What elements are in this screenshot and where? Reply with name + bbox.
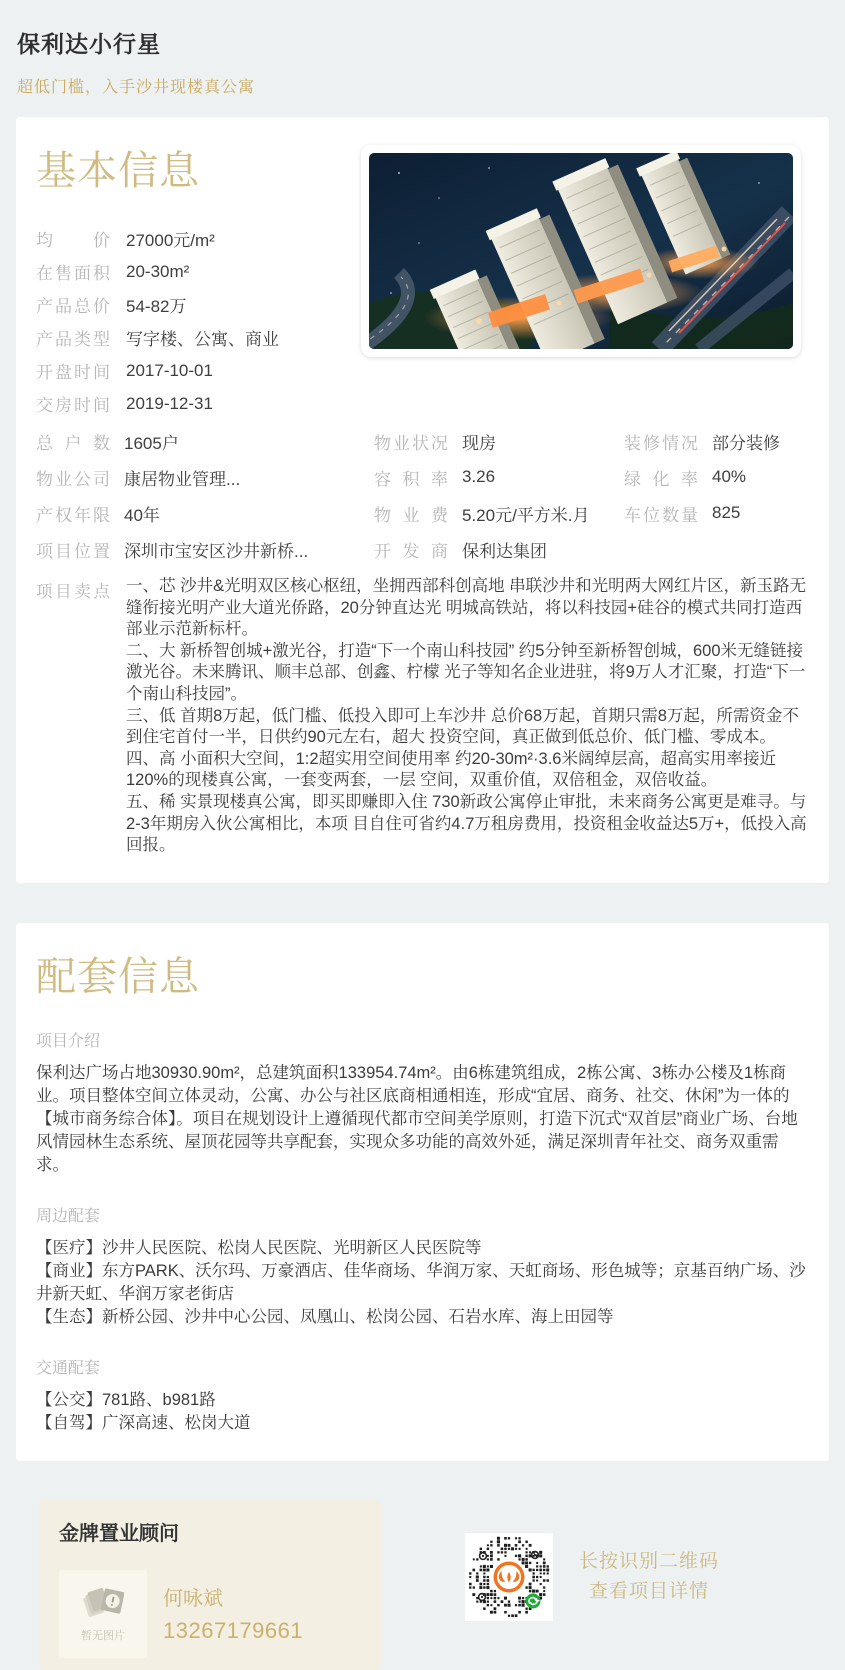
- traffic-label: 交通配套: [36, 1359, 101, 1377]
- mini-program-icon: [526, 1593, 541, 1608]
- grid-row: [36, 495, 809, 531]
- info-value: 5.20元/平方米.月: [462, 505, 590, 525]
- info-label: 产品类型: [36, 330, 110, 349]
- nearby-commercial: 【商业】东方PARK、沃尔玛、万豪酒店、佳华商场、华润万家、天虹商场、形色城等；京基百纳广场、沙井新天虹、华润万家老街店: [36, 1261, 806, 1303]
- intro-text: 保利达广场占地30930.90m²，总建筑面积133954.74m²。由6栋建筑组成，2栋公寓、3栋办公楼及1栋商业。项目整体空间立体灵动，公寓、办公与社区底商相通相连，形成“宜居、商务、社交、休闲”为一体的【城市商务综合体】。项目在规划设计上遵循现代都市空间美学原则，打造下沉式“双首层”商业广场、台地风情园林生态系统、屋顶花园等共享配套，实现众多功能的高效外延，满足深圳青年社交、商务双重需求。: [36, 1063, 798, 1174]
- project-hero-image[interactable]: [361, 145, 801, 357]
- project-subtitle: 超低门槛，入手沙井现楼真公寓: [17, 79, 256, 96]
- project-title: 保利达小行星: [17, 31, 161, 57]
- advisor-card: [39, 1499, 381, 1670]
- info-value: 2017-10-01: [126, 360, 213, 380]
- info-label: 容积率: [374, 469, 448, 489]
- info-value: 40%: [712, 467, 747, 486]
- info-label: 车位数量: [624, 505, 698, 525]
- nearby-medical: 【医疗】沙井人民医院、松岗人民医院、光明新区人民医院等: [36, 1238, 482, 1257]
- info-value: 27000元/m²: [126, 231, 215, 250]
- info-row-avg-price: [36, 222, 376, 255]
- advisor-card-title: 金牌置业顾问: [59, 1522, 179, 1545]
- traffic-items: [36, 1389, 809, 1435]
- advisor-phone[interactable]: 13267179661: [163, 1617, 304, 1643]
- info-row-delivery-date: [36, 387, 376, 420]
- nearby-label: 周边配套: [36, 1207, 101, 1225]
- info-label: 产权年限: [36, 505, 110, 525]
- info-row-open-date: [36, 354, 376, 387]
- info-row-total-price: [36, 288, 376, 321]
- no-image-icon: [82, 1584, 124, 1622]
- info-label: 绿化率: [624, 469, 698, 489]
- qr-instruction-line1: 长按识别二维码: [579, 1550, 720, 1572]
- info-value: 20-30m²: [126, 261, 190, 281]
- info-label: 均价: [36, 231, 110, 250]
- advisor-contact: [163, 1582, 303, 1658]
- grid-row: [36, 531, 809, 567]
- info-value: 1605户: [124, 433, 179, 453]
- qr-instruction-line2: 查看项目详情: [589, 1580, 710, 1602]
- qr-code[interactable]: [465, 1533, 553, 1621]
- info-value: 40年: [124, 505, 160, 525]
- no-image-placeholder: [59, 1570, 147, 1658]
- info-label: 项目位置: [36, 541, 110, 561]
- amenities-title: 配套信息: [36, 954, 200, 999]
- info-value: 3.26: [462, 467, 496, 486]
- grid-row: [36, 459, 809, 495]
- traffic-drive: 【自驾】广深高速、松岗大道: [36, 1413, 251, 1432]
- info-label: 开发商: [374, 541, 448, 561]
- selling-point: 二、大 新桥智创城+激光谷，打造“下一个南山科技园” 约5分钟至新桥智创城，600米无缝链接激光谷。未来腾讯、顺丰总部、创鑫、柠檬 光子等知名企业进驻，将9万人才汇聚，打造“下一个南山科技园”。: [126, 641, 806, 703]
- info-row-area: [36, 255, 376, 288]
- info-value: 2019-12-31: [126, 393, 213, 413]
- selling-point: 三、低 首期8万起，低门槛、低投入即可上车沙井 总价68万起，首期只需8万起，所需资金不到住宅首付一半，日供约90元左右，超大 投资空间，真正做到低总价、低门槛、零成本。: [126, 706, 799, 747]
- footer-row: [39, 1499, 845, 1670]
- info-value: 康居物业管理...: [124, 469, 241, 489]
- info-label: 在售面积: [36, 264, 110, 283]
- info-label: 装修情况: [624, 433, 698, 453]
- grid-row: [36, 423, 809, 459]
- mini-program-qr: [465, 1533, 553, 1621]
- info-row-product-type: [36, 321, 376, 354]
- info-label: 物业状况: [374, 433, 448, 453]
- info-label: 物业公司: [36, 469, 110, 489]
- nearby-items: [36, 1237, 809, 1329]
- page-header: [0, 0, 845, 117]
- project-rendering: [369, 153, 793, 349]
- selling-points: [36, 576, 809, 857]
- selling-points-label: 项目卖点: [36, 583, 110, 601]
- info-value: 54-82万: [126, 297, 187, 316]
- qr-block: [465, 1533, 719, 1621]
- intro-label: 项目介绍: [36, 1032, 101, 1050]
- no-image-label: 暂无图片: [81, 1630, 125, 1643]
- info-label: 物业费: [374, 505, 448, 525]
- basic-info-rows: [36, 222, 376, 420]
- amenities-card: [16, 923, 829, 1461]
- info-label: 开盘时间: [36, 363, 110, 382]
- nearby-ecology: 【生态】新桥公园、沙井中心公园、凤凰山、松岗公园、石岩水库、海上田园等: [36, 1307, 614, 1326]
- info-value: 保利达集团: [462, 541, 547, 561]
- basic-info-card: [16, 117, 829, 883]
- selling-point: 一、芯 沙井&光明双区核心枢纽，坐拥西部科创高地 串联沙井和光明两大网红片区，新玉路无缝衔接光明产业大道光侨路，20分钟直达光 明城高铁站，将以科技园+硅谷的模式共同打造西部业示范新标杆。: [126, 577, 807, 639]
- info-label: 交房时间: [36, 396, 110, 415]
- basic-info-grid: [36, 423, 809, 567]
- info-value: 现房: [462, 433, 496, 453]
- basic-info-title: 基本信息: [36, 149, 200, 193]
- selling-point: 五、稀 实景现楼真公寓，即买即赚即入住 730新政公寓停止审批，未来商务公寓更是难寻。与2-3年期房入伙公寓相比，本项 目自住可省约4.7万租房费用，投资租金收益达5万+，低投入高回报。: [126, 792, 807, 855]
- info-value: 深圳市宝安区沙井新桥...: [124, 541, 309, 561]
- info-label: 产品总价: [36, 297, 110, 316]
- advisor-name: 何咏斌: [163, 1587, 223, 1610]
- selling-points-text: [126, 576, 809, 857]
- advisor-body: [59, 1570, 361, 1658]
- qr-instruction: [579, 1547, 719, 1607]
- traffic-bus: 【公交】781路、b981路: [36, 1390, 216, 1409]
- info-value: 部分装修: [712, 433, 780, 453]
- info-value: 825: [712, 503, 741, 522]
- selling-point: 四、高 小面积大空间，1:2超实用空间使用率 约20-30m²·3.6米阔绰层高，超高实用率接近120%的现楼真公寓，一套变两套，一层 空间，双重价值，双倍租金，双倍收益。: [126, 749, 776, 790]
- info-value: 写字楼、公寓、商业: [126, 330, 279, 349]
- info-label: 总户数: [36, 433, 110, 453]
